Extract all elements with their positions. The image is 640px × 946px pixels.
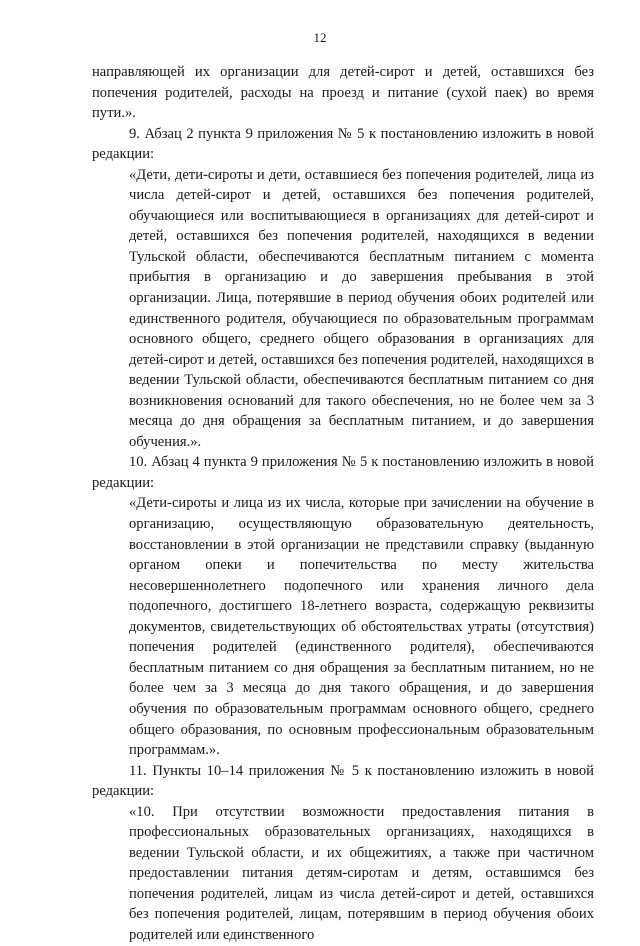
paragraph-quote-11: «10. При отсутствии возможности предоставления питания в профессиональных образовательных организациях, находящихся в ведении Тульской области, и их общежитиях, а также при частичном предоставлении питания детям-сиротам и детям, оставшимся без попечения родителей, лицам из числа детей-сирот и детей, оставшихся без попечения родителей, лицам, потерявшим в период обучения обоих родителей или единственного xyxy=(129,803,594,943)
paragraph-quote-9: «Дети, дети-сироты и дети, оставшиеся без попечения родителей, лица из числа детей-сирот и детей, оставшихся без попечения родителей, обучающиеся или воспитывающиеся в организациях для детей-сирот и детей, оставшихся без попечения родителей, находящихся в ведении Тульской области, обеспечиваются бесплатным питанием с момента прибытия в организацию и до завершения пребывания в этой организации. Лица, потерявшие в период обучения обоих родителей или единственного родителя, обучающиеся по образовательным программам основного общего, среднего общего образования в организациях для детей-сирот и детей, оставшихся без попечения родителей, находящихся в ведении Тульской области, обеспечиваются бесплатным питанием со дня возникновения оснований для такого обеспечения, но не более чем за 3 месяца до дня обращения за бесплатным питанием, и до завершения обучения.». xyxy=(129,166,594,450)
paragraph-item-11: 11. Пункты 10–14 приложения № 5 к постановлению изложить в новой редакции: xyxy=(92,762,594,800)
paragraph-item-9: 9. Абзац 2 пункта 9 приложения № 5 к постановлению изложить в новой редакции: xyxy=(92,125,594,163)
paragraph-item-10: 10. Абзац 4 пункта 9 приложения № 5 к постановлению изложить в новой редакции: xyxy=(92,454,594,491)
document-body xyxy=(92,62,594,946)
paragraph-quote-10: «Дети-сироты и лица из их числа, которые при зачислении на обучение в организацию, осуществляющую образовательную деятельность, восстановлении в этой организации не представили справку (выданную органом опеки и попечительства по месту жительства несовершеннолетнего подопечного или хранения личного дела подопечного, достигшего 18-летнего возраста, содержащую реквизиты документов, свидетельствующих об обстоятельствах утраты (отсутствия) попечения родителей (единственного родителя), обеспечиваются бесплатным питанием со дня обращения за бесплатным питанием, но не более чем за 3 месяца до дня такого обращения, и до завершения обучения по образовательным программам основного общего, среднего общего образования, по основным профессиональным образовательным программам.». xyxy=(129,495,594,759)
paragraph-continuation: направляющей их организации для детей-сирот и детей, оставшихся без попечения родителей, расходы на проезд и питание (сухой паек) во время пути.». xyxy=(92,64,594,122)
page-number: 12 xyxy=(313,30,327,45)
